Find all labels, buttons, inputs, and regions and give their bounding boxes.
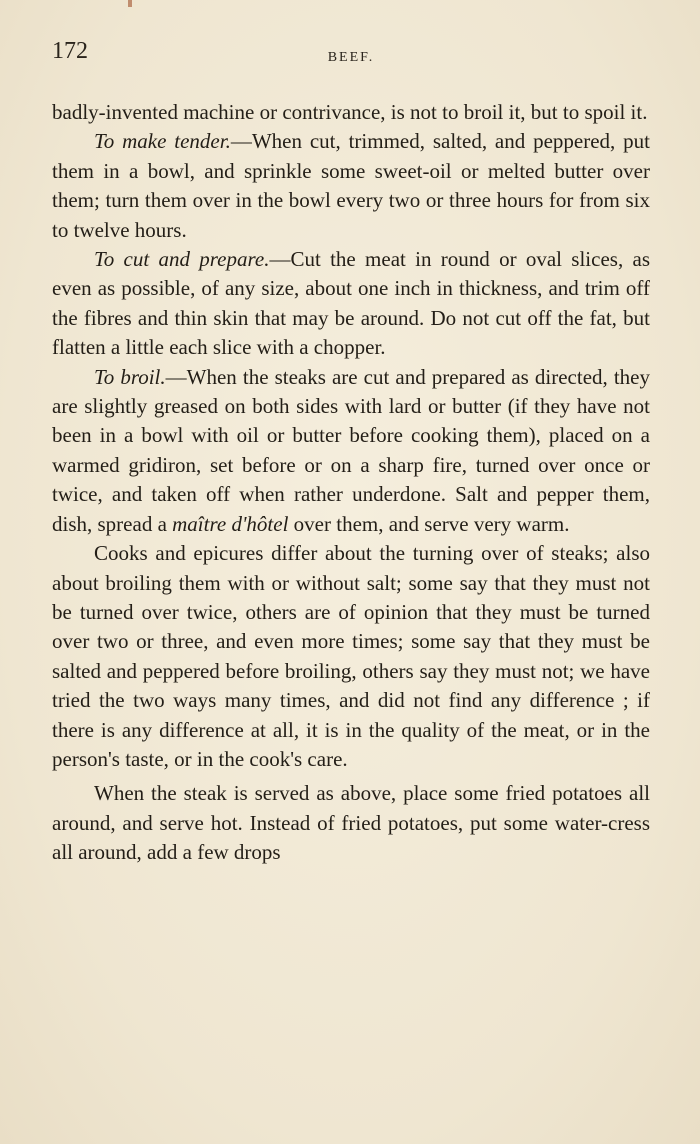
page-header (52, 38, 650, 78)
paragraph-heading: To broil. (94, 364, 166, 389)
paragraph-text: —When cut, trimmed, salted, and peppered, put them in a bowl, and sprinkle some sweet-oil or melted butter over them; turn them over in the bowl every two or three hours for from six to twelve hours. (52, 129, 650, 242)
paragraph-cooks-and-epicures (52, 539, 650, 774)
paragraph-to-make-tender (52, 127, 650, 245)
paragraph-to-broil (52, 363, 650, 539)
paragraph-text: When the steak is served as above, place some fried potatoes all around, and serve hot. Instead of fried potatoes, put some water-cress all around, add a few drops (52, 781, 650, 865)
ink-mark (128, 0, 132, 7)
paragraph-text: —When the steaks are cut and prepared as directed, they are slightly greased on both sides with lard or butter (if they have not been in a bowl with oil or butter before cooking them), placed on a warmed gridiron, set before or on a sharp fire, turned over once or twice, and taken off when rather underdone. Salt and pepper them, dish, spread a (52, 364, 650, 536)
paragraph-heading: To make tender. (94, 129, 231, 154)
paragraph-text: badly-invented machine or contrivance, is not to broil it, but to spoil it. (52, 100, 648, 124)
page-number: 172 (52, 38, 88, 64)
page-body (52, 98, 650, 868)
paragraph-text: Cooks and epicures differ about the turning over of steaks; also about broiling them with or without salt; some say that they must not be turned over twice, others are of opinion that they must be turned over two or three, and even more times; some say that they must be salted and peppered before broiling, others say they must not; we have tried the two ways many times, and did not find any difference ; if there is any difference at all, it is in the quality of the meat, or in the person's taste, or in the cook's care. (52, 541, 650, 771)
paragraph-when-served (52, 779, 650, 867)
running-head: BEEF. (327, 50, 375, 65)
emphasis-text: maître d'hôtel (172, 511, 289, 536)
paragraph-to-cut-and-prepare (52, 245, 650, 363)
paragraph-text: —Cut the meat in round or oval slices, as even as possible, of any size, about one inch in thickness, and trim off the fibres and thin skin that may be around. Do not cut off the fat, but flatten a little each slice with a chopper. (52, 247, 650, 360)
book-page (52, 38, 650, 868)
paragraph-text: over them, and serve very warm. (288, 511, 570, 536)
paragraph-heading: To cut and prepare. (94, 247, 270, 272)
paragraph-continuation (52, 98, 650, 127)
